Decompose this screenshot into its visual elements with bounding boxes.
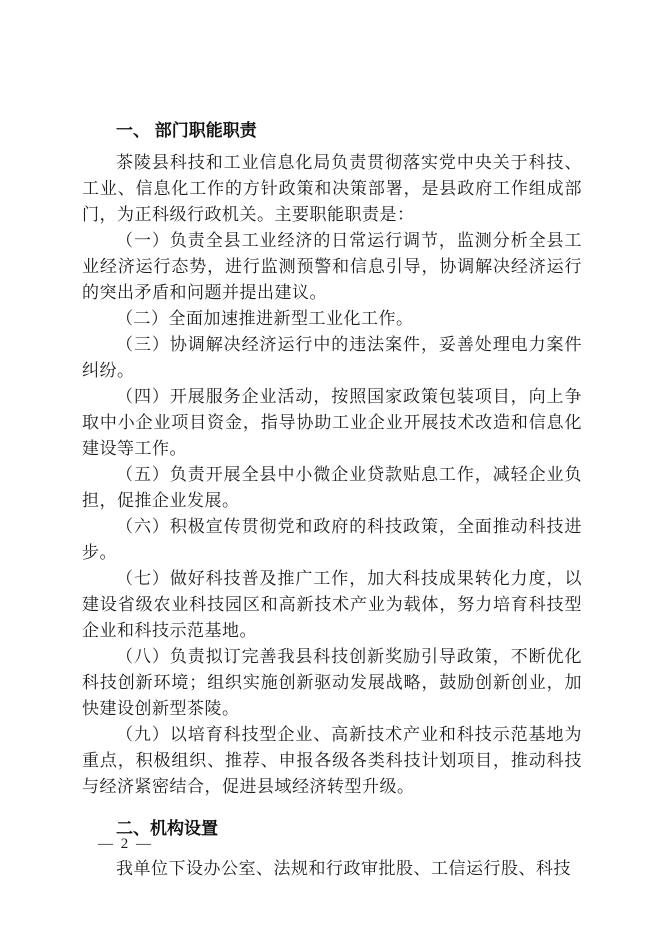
clause-5: （五）负责开展全县中小微企业贷款贴息工作，减轻企业负担，促推企业发展。 — [82, 465, 582, 510]
document-page — [82, 118, 582, 882]
clause-6: （六）积极宣传贯彻党和政府的科技政策，全面推动科技进步。 — [82, 517, 582, 562]
clause-7: （七）做好科技普及推广工作，加大科技成果转化力度，以建设省级农业科技园区和高新技术产业为载体，努力培育科技型企业和科技示范基地。 — [82, 569, 582, 640]
page-number: — 2 — — [98, 836, 153, 852]
clause-1: （一）负责全县工业经济的日常运行调节，监测分析全县工业经济运行态势，进行监测预警和信息引导，协调解决经济运行的突出矛盾和问题并提出建议。 — [82, 231, 582, 302]
clause-4: （四）开展服务企业活动，按照国家政策包装项目，向上争取中小企业项目资金，指导协助工业企业开展技术改造和信息化建设等工作。 — [82, 387, 582, 458]
clause-3: （三）协调解决经济运行中的违法案件，妥善处理电力案件纠纷。 — [82, 335, 582, 380]
clause-9: （九）以培育科技型企业、高新技术产业和科技示范基地为重点，积极组织、推荐、申报各级各类科技计划项目，推动科技与经济紧密结合，促进县域经济转型升级。 — [82, 725, 582, 796]
section2-body: 我单位下设办公室、法规和行政审批股、工信运行股、科技 — [116, 859, 571, 878]
clause-2: （二）全面加速推进新型工业化工作。 — [116, 309, 414, 328]
section1-intro: 茶陵县科技和工业信息化局负责贯彻落实党中央关于科技、工业、信息化工作的方针政策和决策部署，是县政府工作组成部门，为正科级行政机关。主要职能职责是： — [82, 153, 582, 224]
clause-8: （八）负责拟订完善我县科技创新奖励引导政策，不断优化科技创新环境；组织实施创新驱动发展战略，鼓励创新创业，加快建设创新型茶陵。 — [82, 647, 582, 718]
section1-heading: 一、 部门职能职责 — [116, 121, 257, 140]
section2-heading: 二、机构设置 — [116, 819, 218, 838]
